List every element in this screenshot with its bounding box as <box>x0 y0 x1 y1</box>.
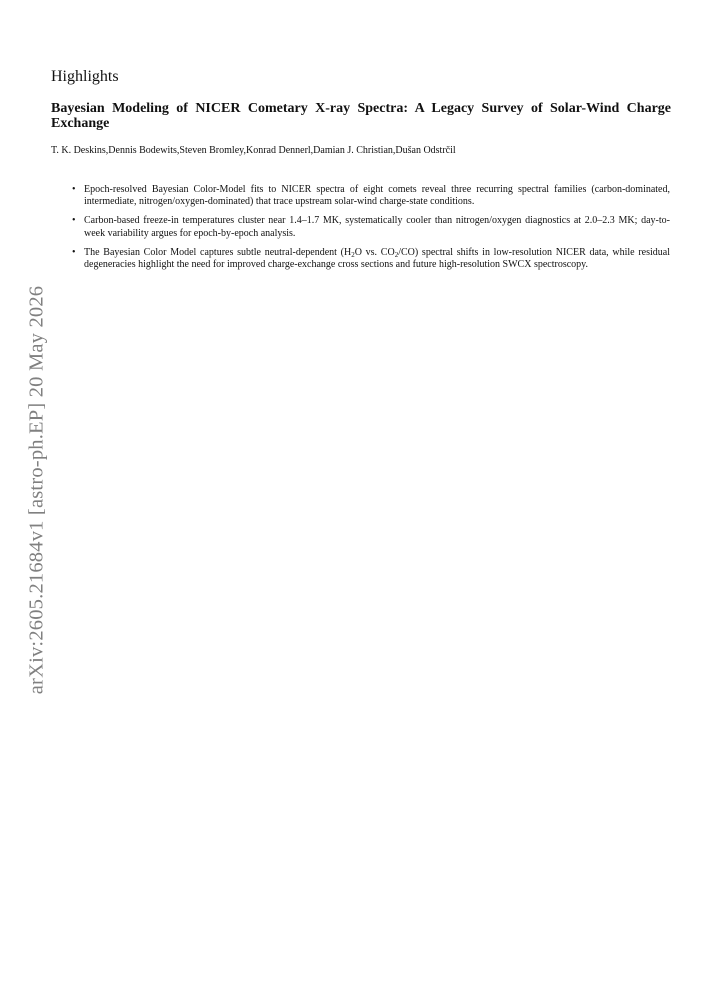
highlight-item <box>72 247 670 271</box>
highlight-text-part: The Bayesian Color Model captures subtle neutral-dependent (H <box>84 246 352 258</box>
arxiv-identifier: arXiv:2605.21684v1 [astro-ph.EP] 20 May 2026 <box>25 285 48 695</box>
bullet-icon: • <box>72 246 76 258</box>
highlights-heading: Highlights <box>51 68 119 85</box>
highlight-text <box>84 247 670 270</box>
bullet-icon: • <box>72 184 76 195</box>
author-list: T. K. Deskins,Dennis Bodewits,Steven Bromley,Konrad Dennerl,Damian J. Christian,Dušan Odstrčil <box>51 145 456 156</box>
subscript: 2 <box>394 250 399 259</box>
highlight-text: Carbon-based freeze-in temperatures cluster near 1.4–1.7 MK, systematically cooler than nitrogen/oxygen diagnostics at 2.0–2.3 MK; day-to-week variability argues for epoch-by-epoch analysis. <box>84 215 670 239</box>
highlight-item <box>72 215 670 239</box>
paper-title: Bayesian Modeling of NICER Cometary X-ray Spectra: A Legacy Survey of Solar-Wind Charge Exchange <box>51 101 671 131</box>
highlight-text: Epoch-resolved Bayesian Color-Model fits to NICER spectra of eight comets reveal three recurring spectral families (carbon-dominated, intermediate, nitrogen/oxygen-dominated) that trace upstream solar-wind charge-state conditions. <box>84 184 670 208</box>
subscript: 2 <box>351 250 355 259</box>
highlight-text-part: /CO) spectral shifts in low-resolution NICER data, while residual degeneracies highlight the need for improved charge-exchange cross sections and future high-resolution SWCX spectroscopy. <box>84 246 670 271</box>
bullet-icon: • <box>72 215 76 227</box>
arxiv-sidebar-stamp <box>22 225 52 755</box>
highlights-list <box>72 184 670 278</box>
highlight-item <box>72 184 670 208</box>
highlight-text-part: O vs. CO <box>354 246 395 258</box>
